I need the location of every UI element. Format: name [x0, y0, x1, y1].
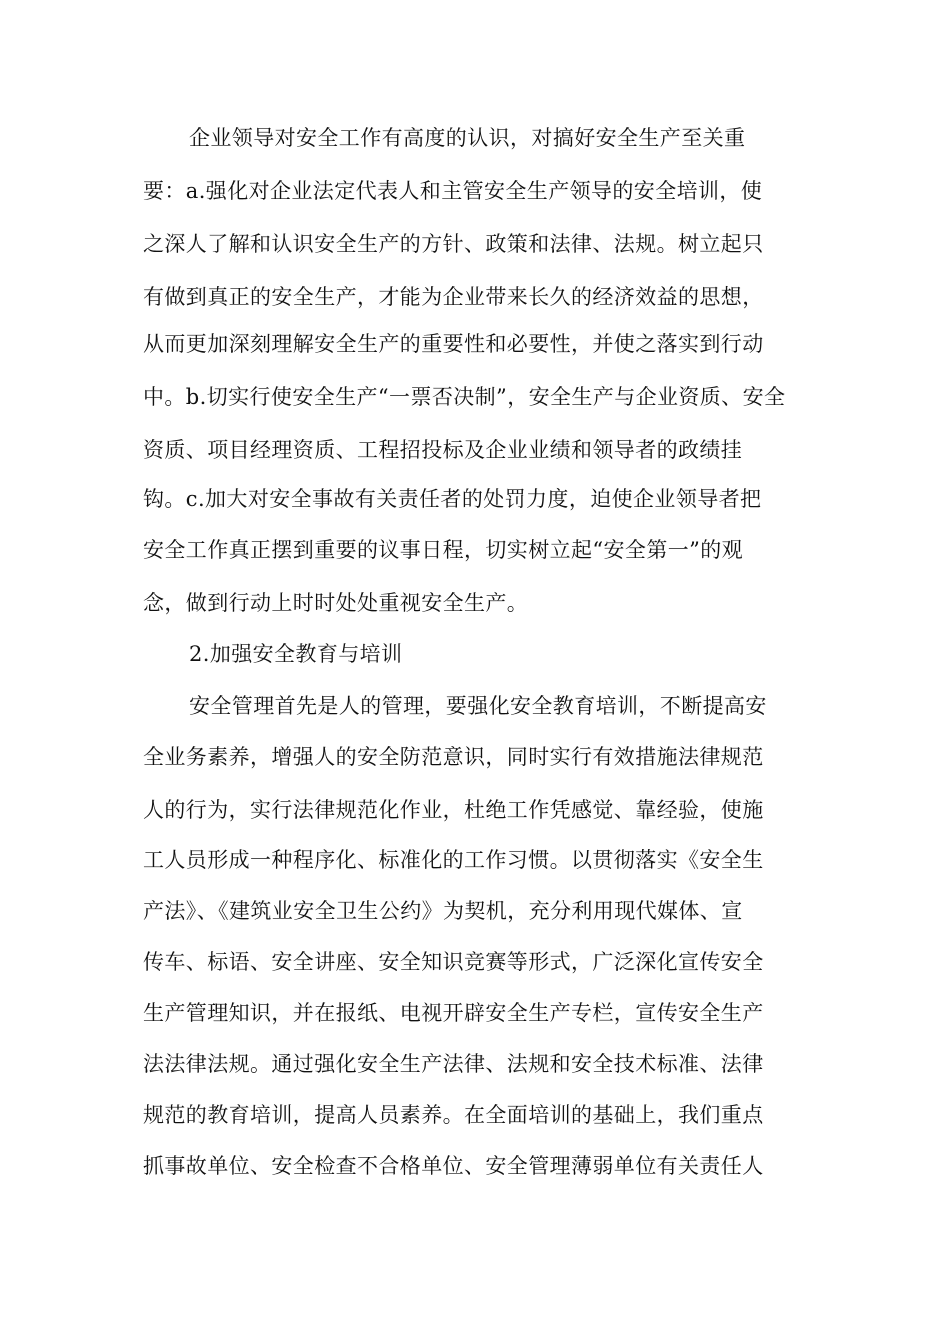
- paragraph-line: 中。b.切实行使安全生产“一票否决制”，安全生产与企业资质、安全: [143, 385, 786, 409]
- paragraph-line: 工人员形成一种程序化、标准化的工作习惯。以贯彻落实《安全生: [143, 848, 764, 872]
- paragraph-line: 抓事故单位、安全检查不合格单位、安全管理薄弱单位有关责任人: [143, 1154, 764, 1178]
- paragraph-line: 全业务素养，增强人的安全防范意识，同时实行有效措施法律规范: [143, 745, 764, 769]
- paragraph-line: 安全工作真正摆到重要的议事日程，切实树立起“安全第一”的观: [143, 538, 744, 562]
- paragraph-line: 规范的教育培训，提高人员素养。在全面培训的基础上，我们重点: [143, 1103, 764, 1127]
- paragraph-line: 钩。c.加大对安全事故有关责任者的处罚力度，迫使企业领导者把: [143, 487, 762, 511]
- section-heading: 2.加强安全教育与培训: [189, 642, 403, 666]
- paragraph-line: 企业领导对安全工作有高度的认识，对搞好安全生产至关重: [189, 126, 746, 150]
- paragraph-line: 之深人了解和认识安全生产的方针、政策和法律、法规。树立起只: [143, 232, 764, 256]
- paragraph-line: 产法》、《建筑业安全卫生公约》为契机，充分利用现代媒体、宣: [143, 899, 743, 923]
- paragraph-line: 资质、项目经理资质、工程招投标及企业业绩和领导者的政绩挂: [143, 438, 743, 462]
- paragraph-line: 传车、标语、安全讲座、安全知识竞赛等形式，广泛深化宣传安全: [143, 950, 764, 974]
- paragraph-line: 念，做到行动上时时处处重视安全生产。: [143, 591, 529, 615]
- paragraph-line: 从而更加深刻理解安全生产的重要性和必要性，并使之落实到行动: [143, 332, 764, 356]
- paragraph-line: 法法律法规。通过强化安全生产法律、法规和安全技术标准、法律: [143, 1052, 764, 1076]
- paragraph-line: 安全管理首先是人的管理，要强化安全教育培训，不断提高安: [189, 694, 767, 718]
- paragraph-line: 要：a.强化对企业法定代表人和主管安全生产领导的安全培训，使: [143, 179, 763, 203]
- paragraph-line: 有做到真正的安全生产，才能为企业带来长久的经济效益的思想，: [143, 285, 764, 309]
- paragraph-line: 人的行为，实行法律规范化作业，杜绝工作凭感觉、靠经验，使施: [143, 798, 764, 822]
- paragraph-line: 生产管理知识，并在报纸、电视开辟安全生产专栏，宣传安全生产: [143, 1001, 764, 1025]
